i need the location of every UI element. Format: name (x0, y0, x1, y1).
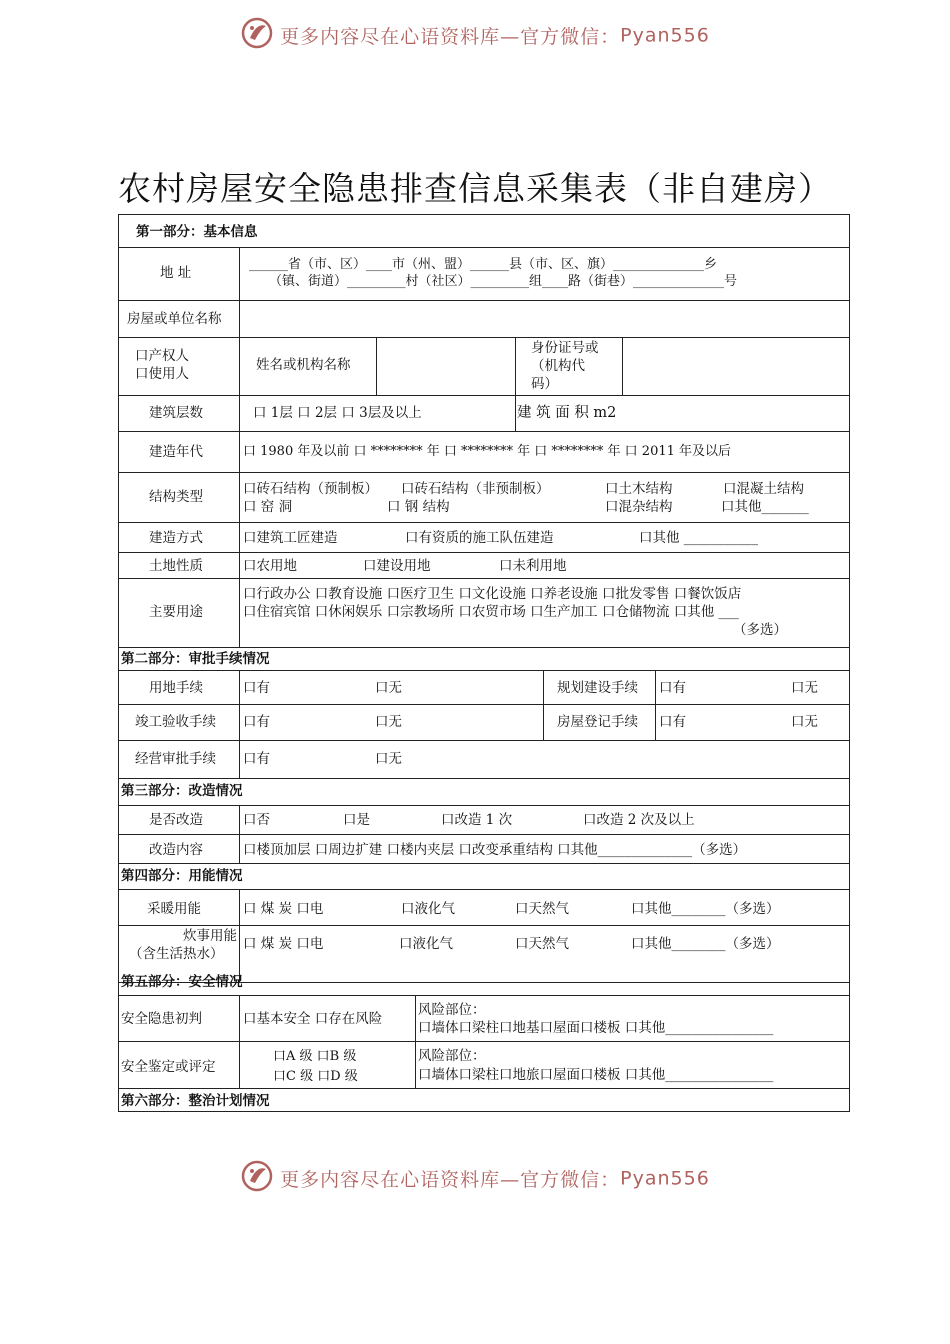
floors-label: 建筑层数 (149, 405, 203, 421)
house-name-label: 房屋或单位名称 (127, 311, 222, 327)
heating-lpg[interactable]: 口液化气 (401, 901, 455, 917)
structure-other[interactable]: 口其他_______ (721, 499, 809, 515)
land-procedure-label: 用地手续 (149, 680, 203, 696)
part3-header: 第三部分：改造情况 (121, 783, 243, 799)
part6-header: 第六部分：整治计划情况 (121, 1093, 270, 1109)
land-agricultural[interactable]: 口农用地 (243, 558, 297, 574)
heating-label: 采暖用能 (147, 901, 201, 917)
registration-procedure-no[interactable]: 口无 (791, 714, 818, 730)
build-method-other[interactable]: 口其他 ___________ (639, 530, 759, 546)
risk-location-options-1[interactable]: 口墙体口梁柱口地基口屋面口楼板 口其他________________ (418, 1020, 774, 1036)
renovated-twice[interactable]: 口改造 2 次及以上 (583, 812, 695, 828)
heating-coal-electric[interactable]: 口 煤 炭 口电 (243, 901, 324, 917)
page-title: 农村房屋安全隐患排查信息采集表（非自建房） (118, 169, 832, 208)
appraisal-label: 安全鉴定或评定 (121, 1059, 216, 1075)
cooking-label-line2: （含生活热水） (129, 946, 224, 962)
business-procedure-label: 经营审批手续 (135, 751, 216, 767)
address-line-1[interactable]: ______省（市、区）____市（州、盟）______县（市、区、旗）______________乡 (249, 257, 718, 272)
renovation-content-options[interactable]: 口楼顶加层 口周边扩建 口楼内夹层 口改变承重结构 口其他______________（多选） (243, 842, 747, 858)
cooking-label-line1: 炊事用能 (183, 928, 237, 944)
registration-procedure-yes[interactable]: 口有 (659, 714, 686, 730)
structure-label: 结构类型 (149, 489, 203, 505)
usage-options-line1[interactable]: 口行政办公 口教育设施 口医疗卫生 口文化设施 口养老设施 口批发零售 口餐饮饭店 (243, 586, 742, 602)
cooking-natural-gas[interactable]: 口天然气 (515, 936, 569, 952)
registration-procedure-label: 房屋登记手续 (557, 714, 638, 730)
id-label-line2: （机构代 (531, 358, 585, 374)
bottom-watermark (0, 1159, 950, 1199)
cooking-other[interactable]: 口其他________（多选） (631, 936, 780, 952)
heating-other[interactable]: 口其他________（多选） (631, 901, 780, 917)
risk-location-options-2[interactable]: 口墙体口梁柱口地旅口屋面口楼板 口其他________________ (418, 1067, 774, 1083)
cooking-lpg[interactable]: 口液化气 (399, 936, 453, 952)
id-field[interactable] (629, 347, 839, 383)
floors-options[interactable]: 口 1层 口 2层 口 3层及以上 (253, 405, 422, 421)
brand-logo-icon (240, 16, 274, 55)
business-procedure-yes[interactable]: 口有 (243, 751, 270, 767)
land-label: 土地性质 (149, 558, 203, 574)
renovation-content-label: 改造内容 (149, 842, 203, 858)
renovated-yes[interactable]: 口是 (343, 812, 370, 828)
name-field[interactable] (381, 347, 509, 383)
year-options[interactable]: 口 1980 年及以前 口 ******** 年 口 ******** 年 口 ******** 年 口 2011 年及以后 (243, 444, 732, 459)
name-label: 姓名或机构名称 (256, 357, 351, 373)
area-label: 建 筑 面 积 m2 (517, 405, 617, 421)
watermark-text: 更多内容尽在心语资料库—官方微信： (280, 26, 621, 48)
acceptance-procedure-no[interactable]: 口无 (375, 714, 402, 730)
watermark-text: 更多内容尽在心语资料库—官方微信： (280, 1169, 621, 1191)
land-unused[interactable]: 口未利用地 (499, 558, 567, 574)
structure-brick-prefab[interactable]: 口砖石结构（预制板） (243, 481, 378, 497)
brand-logo-icon (240, 1159, 274, 1198)
id-label-line1: 身份证号或 (531, 340, 599, 356)
owner-checkbox[interactable]: 口产权人 (135, 348, 189, 364)
planning-procedure-label: 规划建设手续 (557, 680, 638, 696)
appraisal-grade-cd[interactable]: 口C 级 口D 级 (273, 1069, 358, 1084)
renovated-label: 是否改造 (149, 812, 203, 828)
usage-options-line2[interactable]: 口住宿宾馆 口休闲娱乐 口宗教场所 口农贸市场 口生产加工 口仓储物流 口其他 ___ (243, 604, 739, 620)
usage-multi-note: （多选） (733, 622, 787, 638)
part4-header: 第四部分：用能情况 (121, 868, 243, 884)
land-construction[interactable]: 口建设用地 (363, 558, 431, 574)
initial-judgment-label: 安全隐患初判 (121, 1011, 202, 1027)
info-form-table (118, 214, 850, 1112)
business-procedure-no[interactable]: 口无 (375, 751, 402, 767)
land-procedure-yes[interactable]: 口有 (243, 680, 270, 696)
top-watermark (0, 16, 950, 56)
renovated-no[interactable]: 口否 (243, 812, 270, 828)
watermark-id: Pyan556 (620, 1167, 710, 1190)
structure-concrete[interactable]: 口混凝土结构 (723, 481, 804, 497)
house-name-field[interactable] (249, 310, 839, 328)
heating-natural-gas[interactable]: 口天然气 (515, 901, 569, 917)
structure-cave[interactable]: 口 窑 洞 (243, 499, 293, 515)
planning-procedure-no[interactable]: 口无 (791, 680, 818, 696)
year-label: 建造年代 (149, 444, 203, 460)
acceptance-procedure-yes[interactable]: 口有 (243, 714, 270, 730)
structure-steel[interactable]: 口 钢 结构 (387, 499, 450, 515)
id-label-line3: 码） (531, 376, 558, 392)
structure-earth-wood[interactable]: 口土木结构 (605, 481, 673, 497)
user-checkbox[interactable]: 口使用人 (135, 366, 189, 382)
build-method-qualified[interactable]: 口有资质的施工队伍建造 (405, 530, 554, 546)
initial-judgment-options[interactable]: 口基本安全 口存在风险 (243, 1011, 383, 1027)
planning-procedure-yes[interactable]: 口有 (659, 680, 686, 696)
build-method-craftsman[interactable]: 口建筑工匠建造 (243, 530, 338, 546)
build-method-label: 建造方式 (149, 530, 203, 546)
part5-header: 第五部分：安全情况 (121, 974, 243, 990)
risk-location-label-2: 风险部位： (418, 1048, 486, 1064)
structure-brick-nonprefab[interactable]: 口砖石结构（非预制板） (401, 481, 550, 497)
land-procedure-no[interactable]: 口无 (375, 680, 402, 696)
part1-header: 第一部分：基本信息 (136, 224, 258, 240)
address-line-2[interactable]: （镇、街道）_________村（社区）_________组____路（街巷）______________号 (269, 274, 738, 289)
risk-location-label-1: 风险部位： (418, 1002, 486, 1018)
acceptance-procedure-label: 竣工验收手续 (135, 714, 216, 730)
part2-header: 第二部分：审批手续情况 (121, 651, 270, 667)
appraisal-grade-ab[interactable]: 口A 级 口B 级 (273, 1049, 357, 1064)
watermark-id: Pyan556 (620, 24, 710, 47)
usage-label: 主要用途 (149, 604, 203, 620)
renovated-once[interactable]: 口改造 1 次 (441, 812, 513, 828)
address-label: 地 址 (160, 265, 192, 281)
structure-mixed[interactable]: 口混杂结构 (605, 499, 673, 515)
cooking-coal-electric[interactable]: 口 煤 炭 口电 (243, 936, 324, 952)
